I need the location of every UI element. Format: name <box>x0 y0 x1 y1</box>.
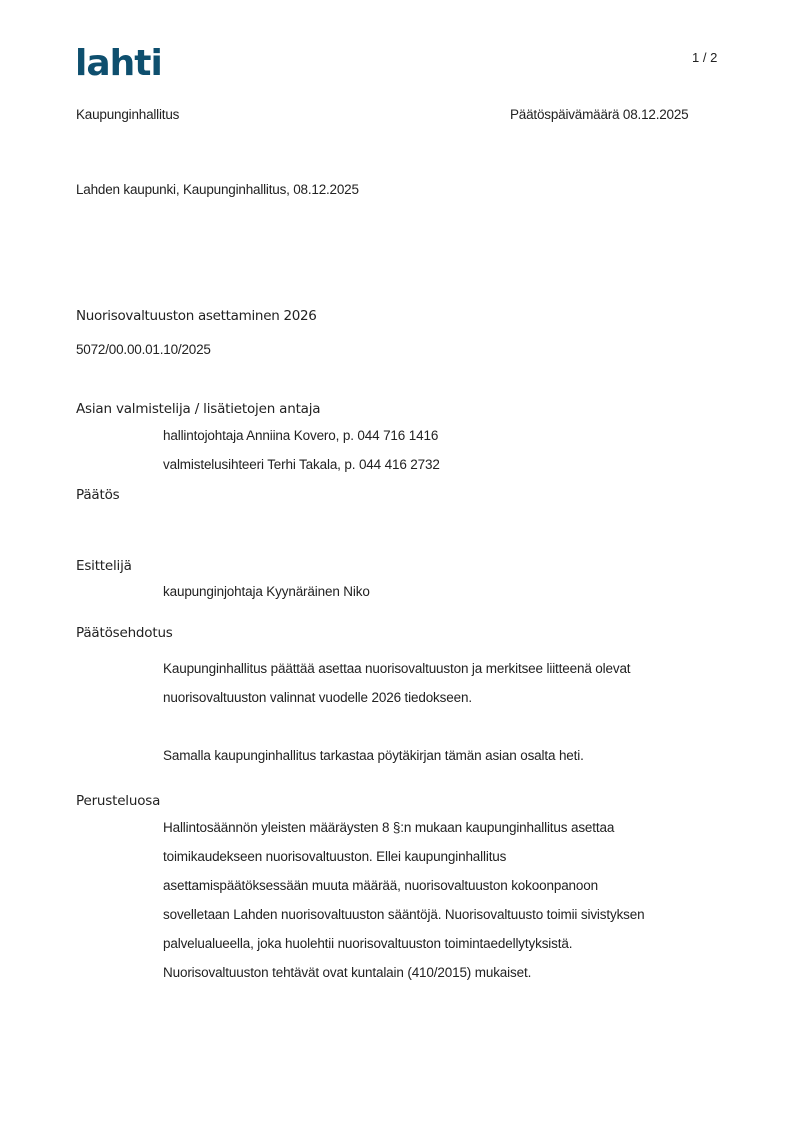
page-number: 1 / 2 <box>692 50 718 65</box>
proposal-line: nuorisovaltuuston valinnat vuodelle 2026 tiedokseen. <box>163 690 472 705</box>
organ-name: Kaupunginhallitus <box>76 107 180 122</box>
case-title: Nuorisovaltuuston asettaminen 2026 <box>76 308 317 324</box>
decision-date: Päätöspäivämäärä 08.12.2025 <box>510 107 689 122</box>
lahti-logo: lahti <box>75 43 162 84</box>
presenter-heading: Esittelijä <box>76 558 132 574</box>
proposal-line: Samalla kaupunginhallitus tarkastaa pöytäkirjan tämän asian osalta heti. <box>163 748 584 763</box>
preparer-line: hallintojohtaja Anniina Kovero, p. 044 716 1416 <box>163 428 439 443</box>
rationale-heading: Perusteluosa <box>76 793 161 809</box>
proposal-heading: Päätösehdotus <box>76 625 173 641</box>
rationale-line: asettamispäätöksessään muuta määrää, nuorisovaltuuston kokoonpanoon <box>163 878 598 893</box>
preparer-heading: Asian valmistelija / lisätietojen antaja <box>76 401 321 417</box>
case-number: 5072/00.00.01.10/2025 <box>76 342 211 357</box>
rationale-line: toimikaudekseen nuorisovaltuuston. Ellei kaupunginhallitus <box>163 849 507 864</box>
rationale-line: sovelletaan Lahden nuorisovaltuuston sääntöjä. Nuorisovaltuusto toimii sivistyksen <box>163 907 645 922</box>
preparer-line: valmistelusihteeri Terhi Takala, p. 044 416 2732 <box>163 457 440 472</box>
proposal-line: Kaupunginhallitus päättää asettaa nuorisovaltuuston ja merkitsee liitteenä olevat <box>163 661 631 676</box>
rationale-line: palvelualueella, joka huolehtii nuorisovaltuuston toimintaedellytyksistä. <box>163 936 573 951</box>
rationale-line: Nuorisovaltuuston tehtävät ovat kuntalain (410/2015) mukaiset. <box>163 965 532 980</box>
rationale-line: Hallintosäännön yleisten määräysten 8 §:n mukaan kaupunginhallitus asettaa <box>163 820 615 835</box>
decision-heading: Päätös <box>76 487 120 503</box>
presenter-line: kaupunginjohtaja Kyynäräinen Niko <box>163 584 370 599</box>
meeting-line: Lahden kaupunki, Kaupunginhallitus, 08.12.2025 <box>76 182 359 197</box>
